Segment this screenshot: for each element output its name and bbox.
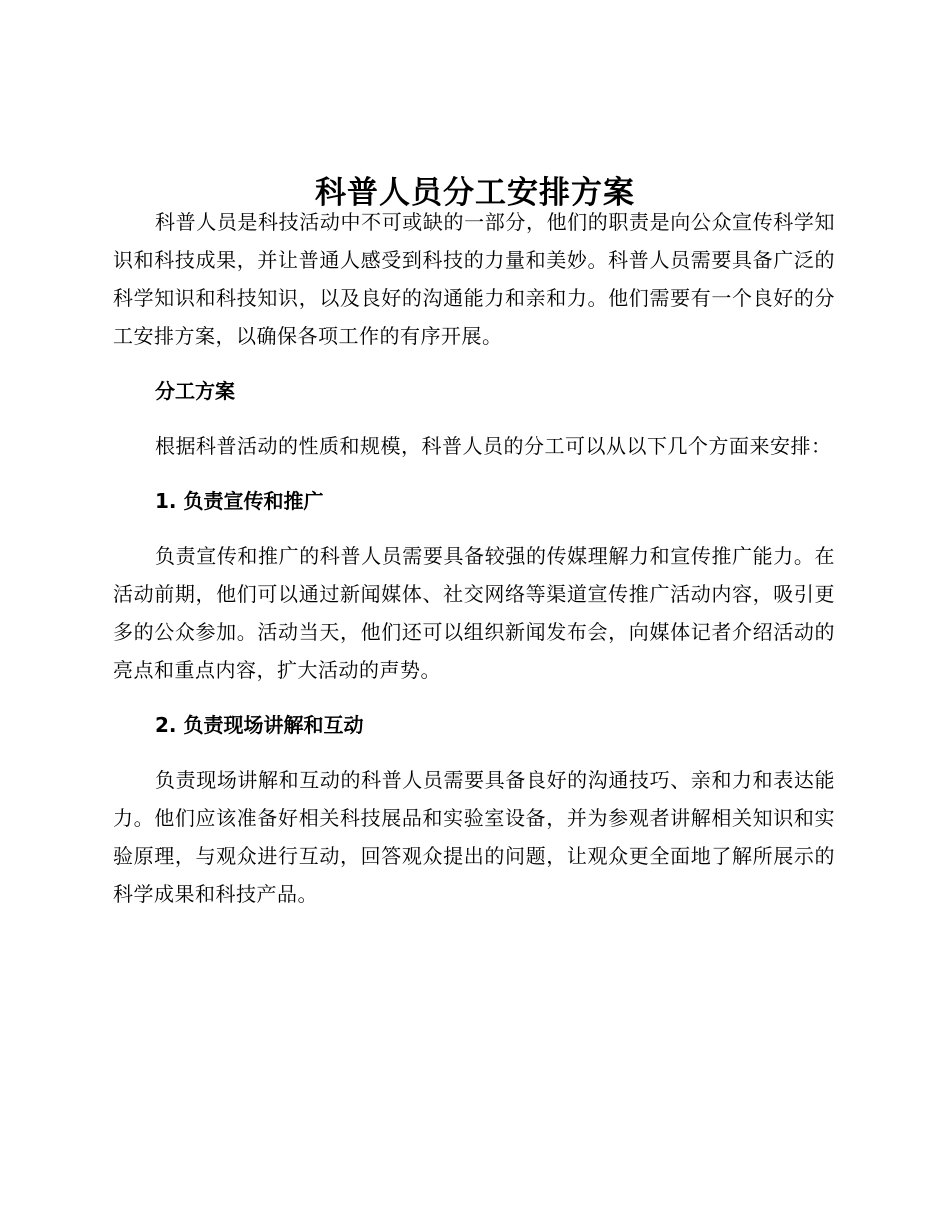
item-2-body: 负责现场讲解和互动的科普人员需要具备良好的沟通技巧、亲和力和表达能力。他们应该准备好相关科技展品和实验室设备，并为参观者讲解相关知识和实验原理，与观众进行互动，回答观众提出的问题，让观众更全面地了解所展示的科学成果和科技产品。 [113, 768, 835, 906]
intro-paragraph: 科普人员是科技活动中不可或缺的一部分，他们的职责是向公众宣传科学知识和科技成果，并让普通人感受到科技的力量和美妙。科普人员需要具备广泛的科学知识和科技知识，以及良好的沟通能力和亲和力。他们需要有一个良好的分工安排方案，以确保各项工作的有序开展。 [113, 210, 835, 348]
item-1-body: 负责宣传和推广的科普人员需要具备较强的传媒理解力和宣传推广能力。在活动前期，他们可以通过新闻媒体、社交网络等渠道宣传推广活动内容，吸引更多的公众参加。活动当天，他们还可以组织新闻发布会，向媒体记者介绍活动的亮点和重点内容，扩大活动的声势。 [113, 544, 835, 682]
document-title: 科普人员分工安排方案 [315, 174, 635, 211]
item-1-heading: 1. 负责宣传和推广 [155, 489, 324, 513]
document-body [113, 203, 835, 913]
item-2-heading: 2. 负责现场讲解和互动 [155, 713, 364, 737]
section-intro-paragraph: 根据科普活动的性质和规模，科普人员的分工可以从以下几个方面来安排： [155, 434, 832, 458]
section-heading: 分工方案 [155, 379, 235, 403]
